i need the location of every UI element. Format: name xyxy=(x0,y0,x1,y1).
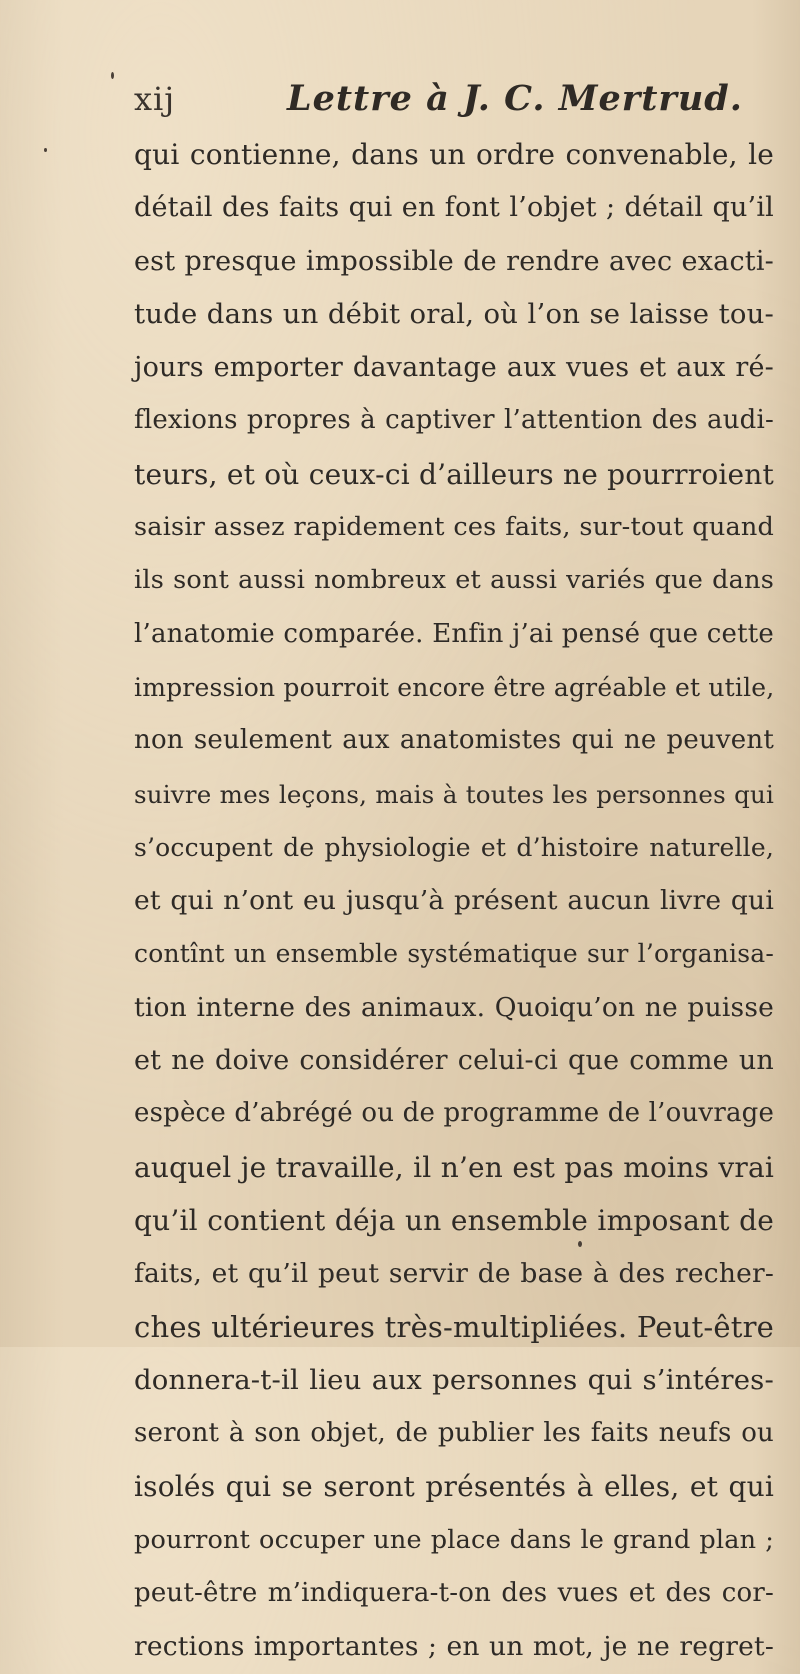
text-line: pourront occuper une place dans le grand plan ; xyxy=(134,1524,774,1555)
text-line: qu’il contient déja un ensemble imposant de xyxy=(134,1203,774,1237)
text-line: et ne doive considérer celui-ci que comme un xyxy=(134,1045,774,1077)
text-line: s’occupent de physiologie et d’histoire naturelle, xyxy=(134,832,774,862)
text-line: peut-être m’indiquera-t-on des vues et des cor- xyxy=(134,1578,774,1609)
text-line: non seulement aux anatomistes qui ne peuvent xyxy=(134,725,774,756)
text-line: rections importantes ; en un mot, je ne regret- xyxy=(134,1631,774,1663)
ink-speck xyxy=(578,1241,582,1247)
text-line: l’anatomie comparée. Enfin j’ai pensé que cette xyxy=(134,618,774,649)
text-line: espèce d’abrégé ou de programme de l’ouvrage xyxy=(134,1098,775,1129)
text-line: teurs, et où ceux-ci d’ailleurs ne pourrroient xyxy=(134,457,774,491)
text-line: saisir assez rapidement ces faits, sur-tout quand xyxy=(134,512,774,543)
text-line: jours emporter davantage aux vues et aux ré- xyxy=(134,352,774,384)
text-line: ils sont aussi nombreux et aussi variés que dans xyxy=(134,565,774,596)
running-head xyxy=(134,78,774,118)
text-line: tude dans un débit oral, où l’on se laisse tou- xyxy=(134,297,774,330)
body-text xyxy=(134,128,774,1674)
text-line: ches ultérieures très-multipliées. Peut-être xyxy=(134,1309,774,1344)
text-line: impression pourroit encore être agréable et utile, xyxy=(134,672,775,702)
text-line: est presque impossible de rendre avec exacti- xyxy=(134,245,774,277)
text-line: seront à son objet, de publier les faits neufs ou xyxy=(134,1418,774,1449)
ink-speck xyxy=(44,148,47,152)
running-title: Lettre à J. C. Mertrud. xyxy=(287,78,743,119)
text-line: faits, et qu’il peut servir de base à des recher- xyxy=(134,1258,774,1290)
text-line: isolés qui se seront présentés à elles, et qui xyxy=(134,1470,774,1504)
text-line: qui contienne, dans un ordre convenable, le xyxy=(134,138,774,171)
text-line: auquel je travaille, il n’en est pas moins vrai xyxy=(134,1150,774,1184)
page-number: xij xyxy=(134,80,176,118)
text-line: et qui n’ont eu jusqu’à présent aucun livre qui xyxy=(134,885,774,917)
text-line: détail des faits qui en font l’objet ; détail qu’il xyxy=(134,192,774,224)
text-line: flexions propres à captiver l’attention des audi- xyxy=(134,405,774,436)
text-line: donnera-t-il lieu aux personnes qui s’intéres- xyxy=(134,1363,774,1396)
ink-speck xyxy=(111,72,114,79)
text-line: suivre mes leçons, mais à toutes les personnes qui xyxy=(134,779,774,809)
text-line: tion interne des animaux. Quoiqu’on ne puisse xyxy=(134,991,774,1023)
text-line: contînt un ensemble systématique sur l’organisa- xyxy=(134,939,774,969)
